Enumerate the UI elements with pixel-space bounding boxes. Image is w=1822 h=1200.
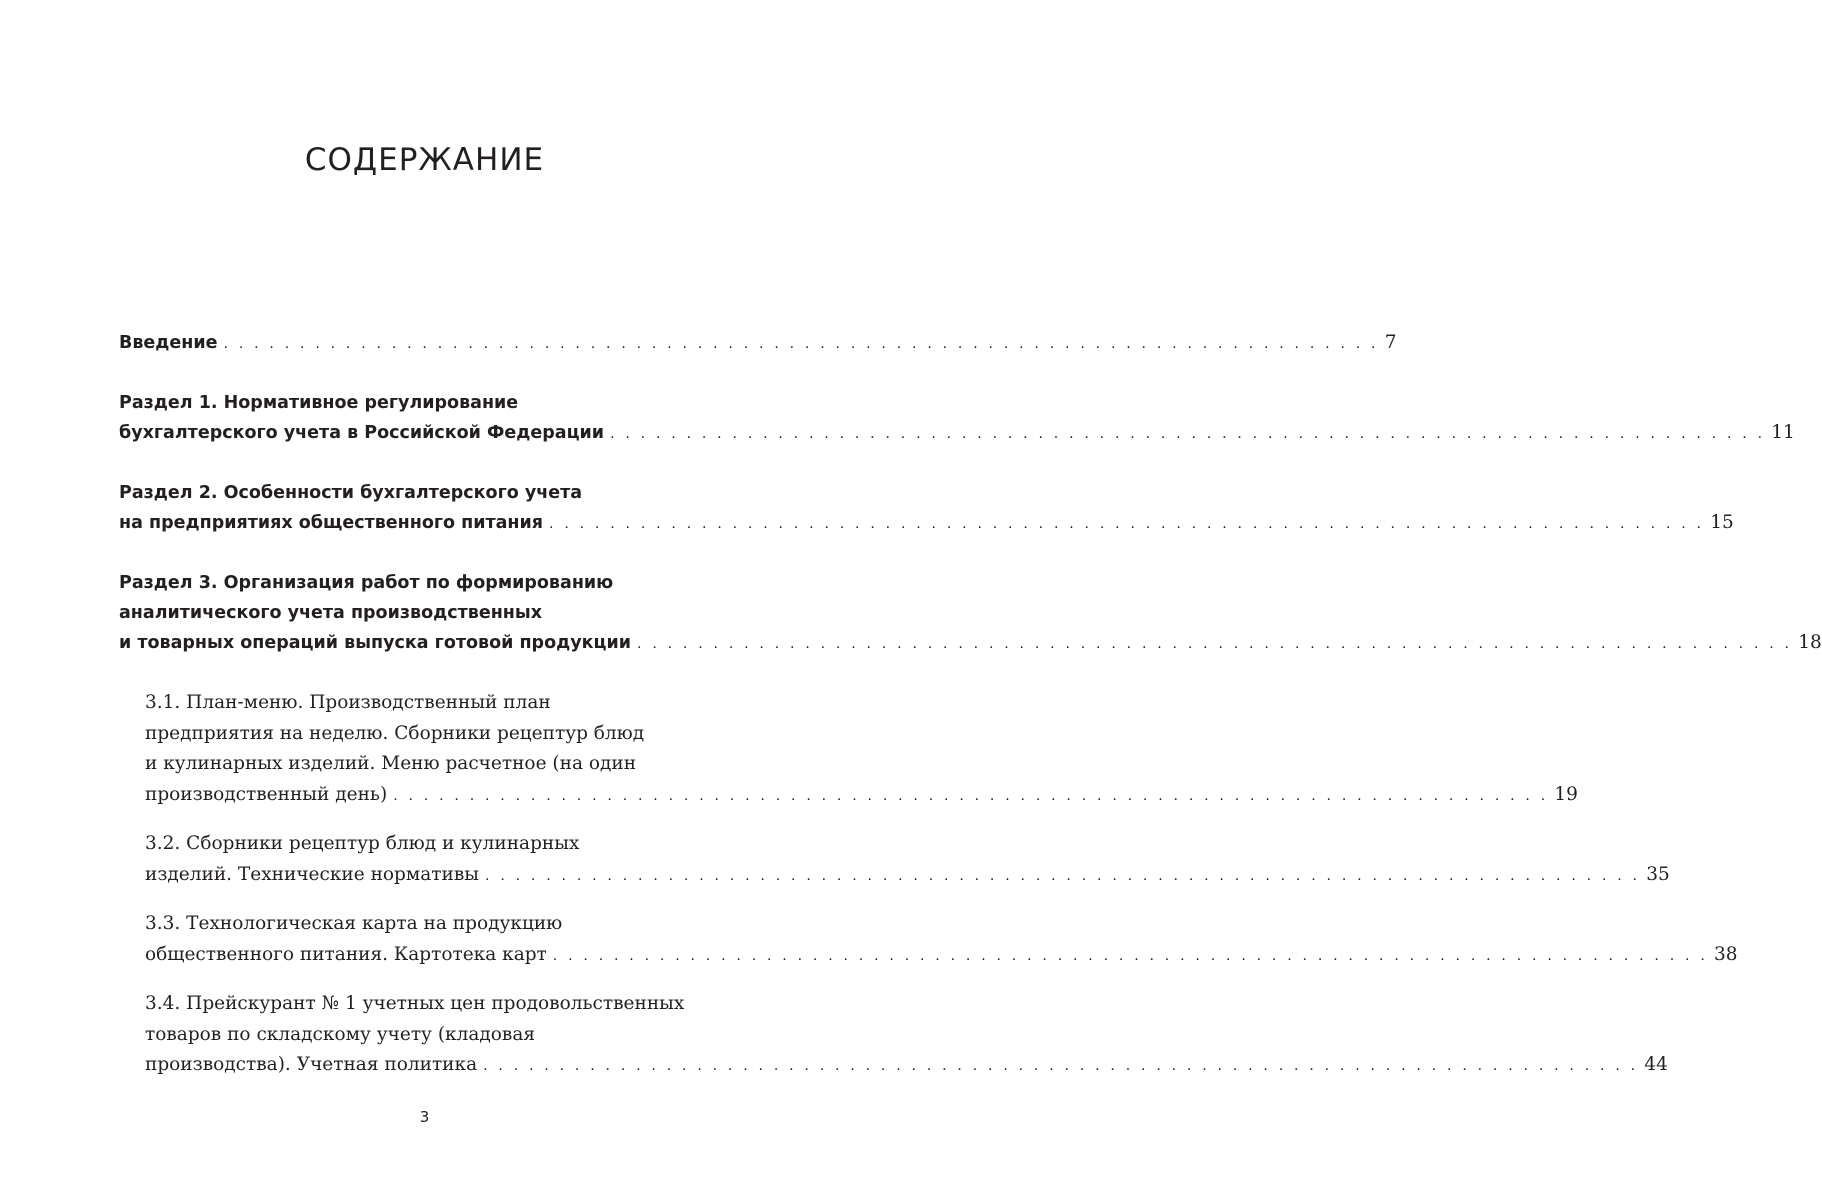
- toc-entry-title: товаров по складскому учету (кладовая: [145, 1023, 536, 1045]
- dot-leader: . . . . . . . . . . . . . . . . . . . . . . . . . . . . . . . . . . . . . . . . . . . . . . . . . . . . . . . . . . . . . . . . . . . . . . . . . . . .: [223, 336, 1379, 352]
- toc-subentry-3-1[interactable]: [145, 688, 1578, 810]
- toc-entry-line: [145, 749, 727, 780]
- toc-page-number: 38: [1713, 943, 1738, 965]
- dot-leader: . . . . . . . . . . . . . . . . . . . . . . . . . . . . . . . . . . . . . . . . . . . . . . . . . . . . . . . . . . . . . . . . . . . . . . . . . . . .: [637, 636, 1793, 652]
- toc-entry-line: [119, 418, 1795, 448]
- dot-leader: . . . . . . . . . . . . . . . . . . . . . . . . . . . . . . . . . . . . . . . . . . . . . . . . . . . . . . . . . . . . . . . . . . . . . . . . . . . .: [549, 516, 1705, 532]
- toc-entry-line: [145, 780, 1578, 811]
- dot-leader: . . . . . . . . . . . . . . . . . . . . . . . . . . . . . . . . . . . . . . . . . . . . . . . . . . . . . . . . . . . . . . . . . . . . . . . . . . . .: [485, 867, 1641, 884]
- toc-entry-line: [145, 1020, 727, 1051]
- toc-page-number: 44: [1644, 1054, 1668, 1075]
- toc-subentry-3-3[interactable]: [145, 909, 1738, 970]
- toc-entry-title: производственный день): [145, 783, 388, 805]
- toc-entry-line: [119, 508, 1734, 538]
- toc-entry-title: Раздел 1. Нормативное регулирование: [119, 393, 519, 413]
- toc-entry-line: [119, 568, 727, 598]
- toc-entry-title: аналитического учета производственных: [119, 603, 542, 623]
- toc-subentry-3-2[interactable]: [145, 829, 1670, 890]
- toc-page-number: 19: [1554, 783, 1578, 805]
- toc-entry-title: бухгалтерского учета в Российской Федерации: [119, 423, 605, 443]
- toc-entry-title: Раздел 3. Организация работ по формированию: [119, 573, 614, 593]
- toc-entry-title: 3.4. Прейскурант № 1 учетных цен продовольственных: [145, 993, 685, 1014]
- toc-entry-title: и товарных операций выпуска готовой продукции: [119, 633, 632, 653]
- toc-entry-title: изделий. Технические нормативы: [145, 863, 480, 885]
- page-title: СОДЕРЖАНИЕ: [304, 142, 545, 178]
- toc-entry-line: [119, 598, 727, 628]
- toc-entry-title: 3.1. План-меню. Производственный план: [145, 692, 551, 713]
- toc-entry-introduction[interactable]: [119, 328, 1397, 358]
- toc-entry-line: [145, 1050, 1668, 1081]
- toc-entry-title: Введение: [119, 333, 218, 353]
- toc-entry-line: [119, 628, 1822, 658]
- toc-entry-line: [119, 328, 1397, 358]
- toc-page-number: 35: [1646, 863, 1670, 885]
- toc-entry-line: [119, 388, 727, 418]
- toc-entry-section-2[interactable]: [119, 478, 1734, 538]
- toc-entry-title: 3.2. Сборники рецептур блюд и кулинарных: [145, 833, 580, 854]
- toc-entry-title: общественного питания. Картотека карт: [145, 943, 547, 965]
- toc-entry-section-1[interactable]: [119, 388, 1795, 448]
- toc-page-number: 11: [1771, 422, 1795, 443]
- page-number: 3: [419, 1108, 430, 1126]
- toc-subentry-3-4[interactable]: [145, 989, 1668, 1081]
- toc-entry-line: [119, 478, 727, 508]
- toc-entry-line: [145, 719, 727, 750]
- toc-page-number: 18: [1798, 632, 1822, 653]
- toc-entry-line: [145, 989, 727, 1020]
- toc-entry-line: [145, 940, 1738, 971]
- dot-leader: . . . . . . . . . . . . . . . . . . . . . . . . . . . . . . . . . . . . . . . . . . . . . . . . . . . . . . . . . . . . . . . . . . . . . . . . . . . .: [483, 1058, 1639, 1074]
- toc-entry-line: [145, 860, 1670, 891]
- toc-page-number: 15: [1710, 512, 1734, 533]
- toc-entry-title: Раздел 2. Особенности бухгалтерского учета: [119, 483, 583, 503]
- toc-entry-title: производства). Учетная политика: [145, 1054, 478, 1075]
- toc-entry-line: [145, 909, 727, 940]
- toc-entry-title: 3.3. Технологическая карта на продукцию: [145, 913, 563, 934]
- dot-leader: . . . . . . . . . . . . . . . . . . . . . . . . . . . . . . . . . . . . . . . . . . . . . . . . . . . . . . . . . . . . . . . . . . . . . . . . . . . .: [610, 426, 1766, 442]
- toc-entry-line: [145, 829, 727, 860]
- toc-page-number: 7: [1384, 332, 1397, 353]
- toc-entry-title: и кулинарных изделий. Меню расчетное (на один: [145, 753, 637, 774]
- toc-entry-title: на предприятиях общественного питания: [119, 513, 544, 533]
- table-of-contents: [119, 328, 1822, 1100]
- toc-entry-title: предприятия на неделю. Сборники рецептур блюд: [145, 722, 645, 744]
- toc-entry-line: [145, 688, 727, 719]
- dot-leader: . . . . . . . . . . . . . . . . . . . . . . . . . . . . . . . . . . . . . . . . . . . . . . . . . . . . . . . . . . . . . . . . . . . . . . . . . . . .: [552, 947, 1708, 964]
- dot-leader: . . . . . . . . . . . . . . . . . . . . . . . . . . . . . . . . . . . . . . . . . . . . . . . . . . . . . . . . . . . . . . . . . . . . . . . . . . . .: [393, 787, 1549, 804]
- toc-entry-section-3[interactable]: [119, 568, 1822, 658]
